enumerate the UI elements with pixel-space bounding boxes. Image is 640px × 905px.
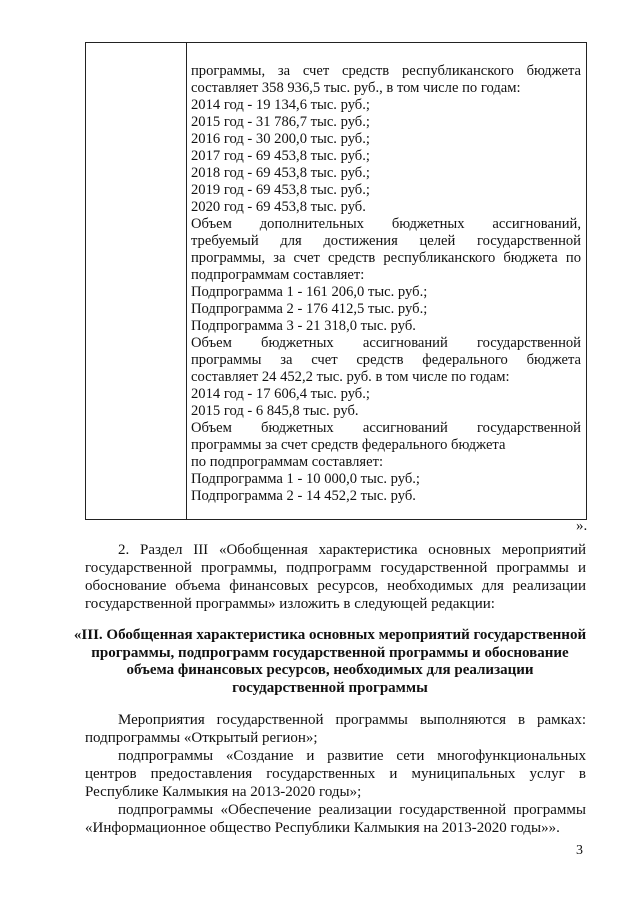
table-line: программы за счет средств федерального бюджета (191, 437, 506, 453)
heading-line: государственной программы (232, 680, 428, 696)
table-line: программы, за счет средств республиканского бюджета (191, 63, 581, 79)
paragraph-line: обоснование объема финансовых ресурсов, необходимых для реализации (85, 578, 586, 594)
table-line: Подпрограмма 2 - 176 412,5 тыс. руб.; (191, 301, 428, 317)
table-line: программы, за счет средств республиканского бюджета по (191, 250, 581, 266)
closing-quote-mark: ». (576, 518, 588, 534)
table-line: Объем бюджетных ассигнований государственной (191, 420, 581, 436)
table-line: 2019 год - 69 453,8 тыс. руб.; (191, 182, 370, 198)
table-line: составляет 24 452,2 тыс. руб. в том числе по годам: (191, 369, 510, 385)
heading-line: программы, подпрограмм государственной программы и обоснование (91, 645, 569, 661)
page-number: 3 (576, 843, 583, 858)
paragraph-line: государственной программы» изложить в следующей редакции: (85, 596, 495, 612)
paragraph-line: подпрограммы «Открытый регион»; (85, 730, 318, 746)
table-line: 2015 год - 6 845,8 тыс. руб. (191, 403, 359, 419)
table-line: 2014 год - 17 606,4 тыс. руб.; (191, 386, 370, 402)
table-line: 2017 год - 69 453,8 тыс. руб.; (191, 148, 370, 164)
heading-line: объема финансовых ресурсов, необходимых для реализации (126, 662, 534, 678)
paragraph-line: подпрограммы «Обеспечение реализации государственной программы (118, 802, 586, 818)
table-line: Объем дополнительных бюджетных ассигнований, (191, 216, 581, 232)
table-line: 2016 год - 30 200,0 тыс. руб.; (191, 131, 370, 147)
table-line: программы за счет средств федерального бюджета (191, 352, 581, 368)
paragraph-line: Республике Калмыкия на 2013-2020 годы»; (85, 784, 362, 800)
table-line: Подпрограмма 2 - 14 452,2 тыс. руб. (191, 488, 416, 504)
paragraph-line: центров предоставления государственных и муниципальных услуг в (85, 766, 586, 782)
table-line: подпрограммам составляет: (191, 267, 365, 283)
table-line: 2018 год - 69 453,8 тыс. руб.; (191, 165, 370, 181)
table-line: по подпрограммам составляет: (191, 454, 384, 470)
paragraph-line: подпрограммы «Создание и развитие сети многофункциональных (118, 748, 586, 764)
paragraph-line: «Информационное общество Республики Калмыкия на 2013-2020 годы»». (85, 820, 560, 836)
paragraph-line: Мероприятия государственной программы выполняются в рамках: (118, 712, 586, 728)
table-line: Подпрограмма 1 - 161 206,0 тыс. руб.; (191, 284, 428, 300)
table-line: требуемый для достижения целей государственной (191, 233, 581, 249)
table-line: Объем бюджетных ассигнований государственной (191, 335, 581, 351)
paragraph-line: 2. Раздел III «Обобщенная характеристика основных мероприятий (118, 542, 586, 558)
paragraph-line: государственной программы, подпрограмм государственной программы и (85, 560, 586, 576)
table-line: 2020 год - 69 453,8 тыс. руб. (191, 199, 366, 215)
table-line: составляет 358 936,5 тыс. руб., в том числе по годам: (191, 80, 521, 96)
table-line: Подпрограмма 3 - 21 318,0 тыс. руб. (191, 318, 416, 334)
table-line: 2014 год - 19 134,6 тыс. руб.; (191, 97, 370, 113)
heading-line: «III. Обобщенная характеристика основных мероприятий государственной (73, 627, 587, 643)
table-column-divider (186, 42, 187, 520)
table-line: 2015 год - 31 786,7 тыс. руб.; (191, 114, 370, 130)
table-line: Подпрограмма 1 - 10 000,0 тыс. руб.; (191, 471, 420, 487)
